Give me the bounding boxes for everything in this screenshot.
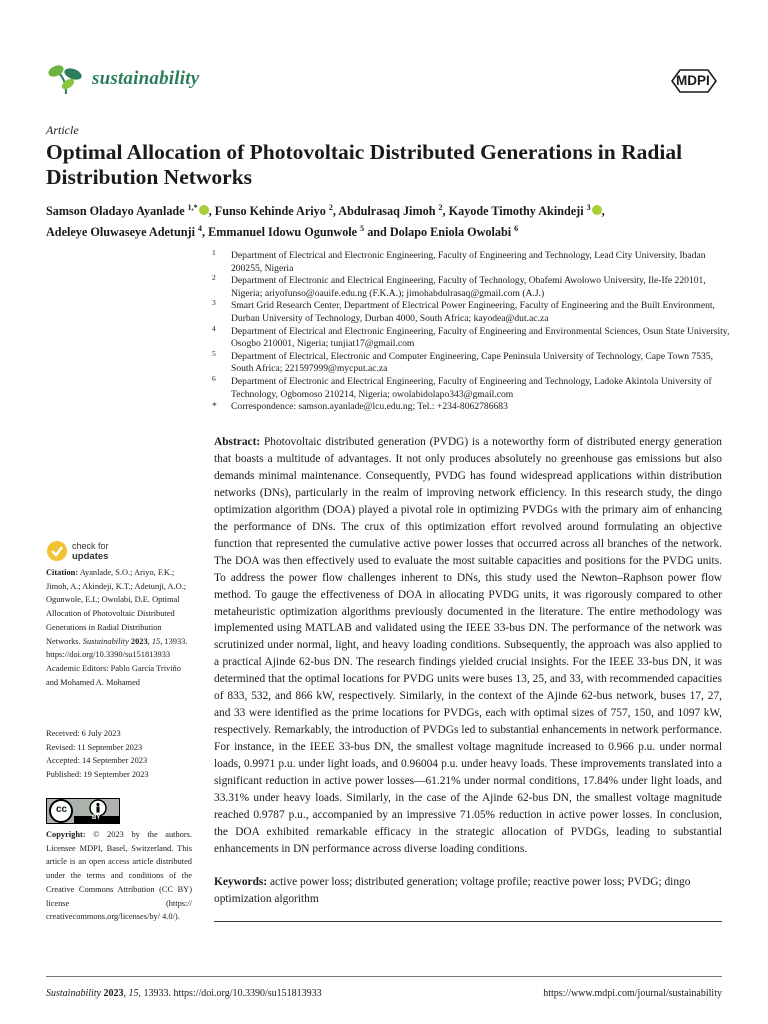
- abstract-text: Photovoltaic distributed generation (PVDG) is a noteworthy form of distributed energy generation that boasts a multitude of advantages. It not only produces absolutely no greenhouse gas emissions but also demands minimal maintenance. Consequently, PVDG has found widespread applications within distribution networks (DNs), particularly in the realm of improving network efficiency. In this research study, the dingo optimization algorithm (DOA) played a pivotal role in optimizing PVDGs with the primary aim of enhancing the performance of DNs. The crux of this optimization effort revolved around formulating an objective function that represented the cumulative active power losses that occurred across all branches of the network. The DOA was then effectively used to evaluate the most suitable capacities and positions for the PVDG units. To address the power flow challenges inherent to DNs, this study used the Newton–Raphson power flow method. To gauge the effectiveness of DOA in allocating PVDG units, it was rigorously compared to other metaheuristic optimization algorithms previously documented in the literature. The entire methodology was implemented using MATLAB and validated using the IEEE 33-bus DN. The performance of the network was scrutinized under normal, light, and heavy loading conditions. Subsequently, the approach was also applied to a practical Ajinde 62-bus DN. The research findings yielded crucial insights. For the IEEE 33-bus DN, it was determined that the optimal locations for PVDG units were buses 13, 25, and 33, with recommended capacities of 833, 532, and 866 kW, respectively. Similarly, in the context of the Ajinde 62-bus network, buses 17, 27, and 33 were identified as the prime locations for PVDGs, each with optimal sizes of 757, 150, and 1097 kW, respectively. Remarkably, the introduction of PVDGs led to substantial enhancements in network performance. For instance, in the IEEE 33-bus DN, the smallest voltage magnitude increased to 0.966 p.u. under normal loads, 0.9971 p.u. under light loads, and 0.96004 p.u. under heavy loads. These improvements translated into a significant reduction in active power losses—61.21% under normal conditions, 17.84% under light loads, and 33.31% under heavy loads. Similarly, in the case of the Ajinde 62-bus DN, the smallest voltage magnitude reached 0.9787 p.u., accompanied by an impressive 71.05% reduction in active power losses. In conclusion, the DOA exhibited remarkable efficacy in the strategic allocation of PVDGs, leading to substantial enhancements in DN performance across diverse loading conditions.: [214, 436, 722, 855]
- citation-doi-link[interactable]: , 13933. https://doi.org/10.3390/su151813933: [46, 636, 188, 660]
- affiliation-number: 6: [212, 373, 216, 383]
- journal-logo[interactable]: [46, 60, 199, 98]
- footer-journal-url[interactable]: https://www.mdpi.com/journal/sustainability: [543, 988, 722, 999]
- affiliation-text: Department of Electronic and Electrical Engineering, Faculty of Technology, Obafemi Awolowo University, Ile-Ife 220101, Nigeria; ariyofunso@oauife.edu.ng (F.K.A.); jimohabdulrasaq@gmail.com (A.J.): [231, 275, 706, 299]
- citation-block: Citation: Ayanlade, S.O.; Ariyo, F.K.; Jimoh, A.; Akindeji, K.T.; Adetunji, A.O.; Ogunwole, E.I.; Owolabi, D.E. Optimal Allocation of Photovoltaic Distributed Generations in Radial Distribution Networks. Sustainability 2023, 15, 13933. https://doi.org/10.3390/su151813933: [46, 568, 188, 660]
- author-name[interactable]: , Kayode Timothy Akindeji: [442, 204, 587, 219]
- citation-volume: 15: [151, 636, 161, 646]
- copyright-text: © 2023 by the authors. Licensee MDPI, Basel, Switzerland. This article is an open access article distributed under the terms and conditions of the Creative Commons Attribution (CC BY) license (https:// creativecommons.org/licenses/by/ 4.0/).: [46, 830, 192, 922]
- affiliation-sup: 2: [328, 203, 333, 212]
- orcid-icon[interactable]: [592, 205, 602, 215]
- academic-editors: Academic Editors: Pablo García Triviño and Mohamed A. Mohamed: [46, 664, 181, 687]
- check-for-updates-button[interactable]: [46, 540, 109, 562]
- affiliation-number: 2: [212, 273, 216, 283]
- citation-label: Citation:: [46, 568, 79, 577]
- affiliation-sup: 6: [514, 224, 519, 234]
- copyright-block: [46, 828, 192, 924]
- citation-year: 2023: [130, 636, 148, 646]
- affiliation-text: Smart Grid Research Center, Department of Electrical Power Engineering, Faculty of Engineering and the Built Environment, Durban University of Technology, Durban 4000, South Africa; kayodea@dut.ac.za: [231, 300, 715, 324]
- check-for-updates-line2: updates: [72, 550, 109, 562]
- keywords-text: active power loss; distributed generation; voltage profile; reactive power loss; PVDG; dingo optimization algorithm: [214, 876, 691, 905]
- affiliation-text: Department of Electrical and Electronic Engineering, Faculty of Engineering and Technology, Lead City University, Ibadan 200255, Nigeria: [231, 250, 706, 274]
- affiliation-sup: 1,*: [187, 203, 198, 212]
- affiliations: [212, 250, 732, 414]
- footer-journal: Sustainability: [46, 988, 101, 999]
- cc-icon-label: cc: [56, 804, 68, 815]
- affiliation-item: [212, 373, 732, 401]
- correspondence-item: [212, 401, 732, 414]
- article-title: Optimal Allocation of Photovoltaic Distributed Generations in Radial Distribution Networks: [46, 140, 683, 189]
- affiliation-sup: 2: [438, 203, 443, 212]
- citation-text: Ayanlade, S.O.; Ariyo, F.K.; Jimoh, A.; Akindeji, K.T.; Adetunji, A.O.; Ogunwole, E.I.; Owolabi, D.E. Optimal Allocation of Photovoltaic Distributed Generations in Radial Distribution Networks.: [46, 568, 187, 646]
- affiliation-item: [212, 275, 732, 300]
- affiliation-item: [212, 300, 732, 325]
- author-name[interactable]: , Funso Kehinde Ariyo: [208, 204, 329, 219]
- affiliation-sup: 5: [360, 224, 365, 234]
- copyright-label: Copyright:: [46, 830, 86, 839]
- cc-by-label: BY: [92, 815, 101, 821]
- author-name[interactable]: Adeleye Oluwaseye Adetunji: [46, 225, 198, 240]
- affiliation-text: Department of Electronic and Electrical Engineering, Faculty of Engineering and Technology, Ladoke Akintola University of Technology, Ogbomoso 210214, Nigeria; owolabidolapo343@gmail.com: [231, 375, 712, 400]
- check-for-updates-line1: check for: [72, 540, 109, 551]
- correspondence-text: Correspondence: samson.ayanlade@lcu.edu.ng; Tel.: +234-8062786683: [231, 401, 508, 413]
- cc-by-license-badge[interactable]: [46, 798, 120, 824]
- keywords: [214, 874, 722, 908]
- footer-year: 2023: [103, 988, 124, 999]
- affiliation-item: [212, 348, 732, 376]
- affiliation-item: [212, 250, 732, 275]
- affiliation-number: 1: [212, 248, 216, 257]
- check-for-updates-icon: [46, 540, 68, 562]
- affiliation-item: [212, 323, 732, 351]
- footer-citation: Sustainability 2023, 15, 13933. https://doi.org/10.3390/su151813933: [46, 988, 322, 999]
- author-name[interactable]: and Dolapo Eniola Owolabi: [364, 225, 515, 240]
- divider: [214, 921, 722, 922]
- affiliation-sup: 4: [198, 224, 202, 234]
- affiliation-number: 3: [212, 298, 216, 308]
- date-accepted: Accepted: 14 September 2023: [46, 756, 148, 766]
- affiliation-number: 5: [212, 348, 216, 358]
- check-for-updates-label: [72, 541, 109, 562]
- author-list: Samson Oladayo Ayanlade $^{1,*}$ , Funso Kehinde Ariyo $^2$, Abdulrasaq Jimoh $^2$, Kayode Timothy Akindeji $^3$ , Adeleye Oluwaseye Adetunji $^4$, Emmanuel Idowu Ogunwole $^5$ and Dolapo Eniola Owolabi $^6$: [46, 203, 605, 240]
- footer-divider: [46, 976, 722, 977]
- affiliation-number: 4: [212, 323, 216, 333]
- abstract-label: Abstract:: [214, 436, 261, 448]
- journal-name: sustainability: [92, 68, 200, 89]
- abstract: [214, 434, 722, 858]
- affiliation-text: Department of Electrical and Electronic Engineering, Faculty of Engineering and Environmental Sciences, Osun State University, Osogbo 210001, Nigeria; tunjiat17@gmail.com: [231, 325, 730, 350]
- article-type: Article: [46, 123, 79, 137]
- affiliation-text: Department of Electrical, Electronic and Computer Engineering, Cape Peninsula University of Technology, Cape Town 7535, South Africa; 221597999@mycput.ac.za: [231, 350, 714, 375]
- author-name[interactable]: , Abdulrasaq Jimoh: [332, 204, 439, 219]
- footer-volume: 15: [128, 988, 139, 999]
- leaf-logo-icon: [46, 62, 86, 96]
- date-revised: Revised: 11 September 2023: [46, 742, 143, 752]
- citation-journal: Sustainability: [82, 636, 129, 646]
- affiliation-number: *: [212, 401, 217, 413]
- mdpi-logo[interactable]: [662, 66, 720, 96]
- affiliation-sup: 3: [586, 203, 591, 212]
- date-published: Published: 19 September 2023: [46, 770, 149, 780]
- keywords-label: Keywords:: [214, 876, 268, 888]
- orcid-icon[interactable]: [199, 205, 209, 215]
- author-name[interactable]: Samson Oladayo Ayanlade: [46, 204, 188, 219]
- date-received: Received: 6 July 2023: [46, 729, 121, 738]
- footer-doi-link[interactable]: , 13933. https://doi.org/10.3390/su151813933: [138, 988, 322, 999]
- author-name[interactable]: , Emmanuel Idowu Ogunwole: [202, 225, 361, 240]
- mdpi-logo-text: MDPI: [676, 73, 710, 88]
- publication-dates: [46, 727, 192, 782]
